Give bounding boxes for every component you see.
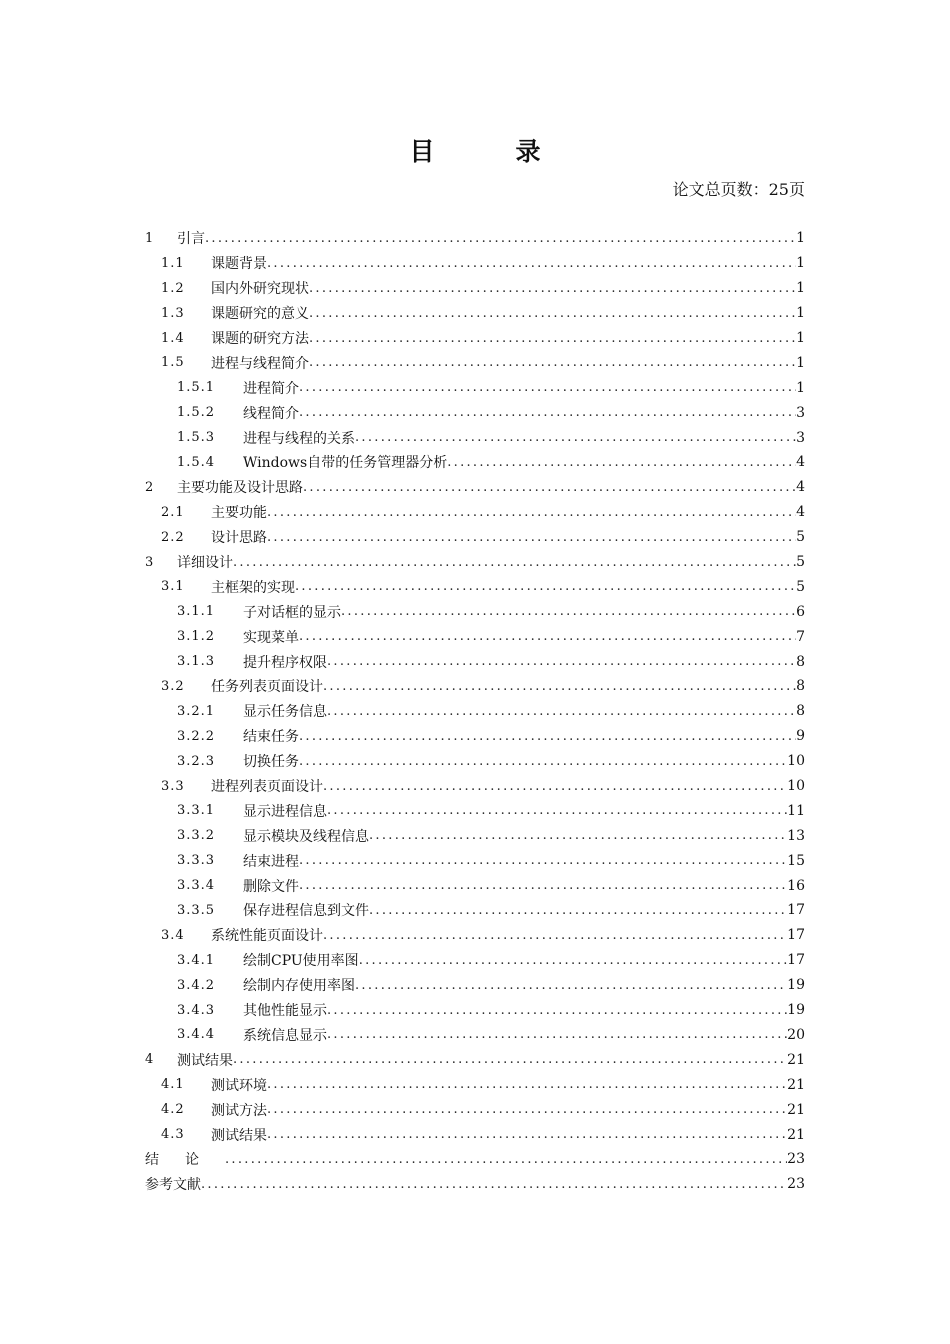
toc-entry-number: 3.4.3 [177, 1002, 216, 1018]
toc-entry[interactable] [145, 550, 805, 575]
toc-entry-label: 切换任务 [243, 754, 299, 771]
toc-entry-label: 参考文献 [145, 1177, 201, 1194]
toc-leader-dots [327, 1003, 787, 1018]
toc-leader-dots [327, 654, 796, 669]
toc-entry-number: 3.3 [161, 778, 185, 794]
toc-leader-dots [327, 803, 787, 818]
toc-leader-dots [233, 1052, 787, 1067]
toc-entry-page: 8 [796, 703, 805, 720]
toc-entry-label: 测试结果 [177, 1052, 233, 1069]
toc-entry[interactable] [145, 873, 805, 898]
toc-entry-page: 13 [787, 827, 805, 844]
toc-entry-label: 测试环境 [211, 1077, 267, 1094]
toc-entry-number: 3.4.4 [177, 1027, 216, 1043]
toc-entry-label: 子对话框的显示 [243, 604, 341, 621]
toc-entry-page: 19 [787, 1002, 805, 1019]
toc-leader-dots [323, 928, 787, 943]
toc-entry-page: 11 [787, 802, 805, 819]
toc-entry-number: 3.4 [161, 927, 185, 943]
toc-entry-page: 16 [787, 877, 805, 894]
toc-entry[interactable] [145, 624, 805, 649]
toc-entry-page: 5 [796, 554, 805, 571]
toc-entry-label: 进程与线程的关系 [243, 430, 355, 447]
toc-entry-page: 17 [787, 902, 805, 919]
toc-leader-dots [327, 704, 796, 719]
toc-entry[interactable] [145, 774, 805, 799]
toc-entry-page: 17 [787, 927, 805, 944]
toc-entry-label: 系统性能页面设计 [211, 928, 323, 945]
toc-entry-label: 系统信息显示 [243, 1027, 327, 1044]
toc-entry-number: 3.3.3 [177, 853, 216, 869]
toc-entry-number: 3.2.1 [177, 703, 216, 719]
toc-leader-dots [359, 953, 787, 968]
toc-entry-page: 1 [796, 230, 805, 247]
toc-entry-label: 显示任务信息 [243, 704, 327, 721]
toc-entry-number: 3.3.5 [177, 902, 216, 918]
toc-entry-page: 21 [787, 1051, 805, 1068]
toc-entry[interactable] [145, 500, 805, 525]
toc-entry-page: 3 [796, 429, 805, 446]
toc-leader-dots [323, 679, 796, 694]
toc-entry-number: 2 [145, 479, 155, 495]
toc-entry[interactable] [145, 326, 805, 351]
toc-entry-number: 1.5.3 [177, 430, 216, 446]
toc-entry[interactable] [145, 923, 805, 948]
toc-entry-page: 4 [796, 454, 805, 471]
toc-entry[interactable] [145, 251, 805, 276]
toc-entry-page: 21 [787, 1126, 805, 1143]
toc-entry-number: 3.4.2 [177, 977, 216, 993]
toc-entry[interactable] [145, 1047, 805, 1072]
toc-leader-dots [355, 978, 787, 993]
toc-entry-page: 17 [787, 952, 805, 969]
toc-entry-label: 课题研究的意义 [211, 306, 309, 323]
toc-leader-dots [267, 1077, 787, 1092]
toc-entry-label: 测试结果 [211, 1127, 267, 1144]
toc-leader-dots [369, 903, 787, 918]
toc-entry-page: 15 [787, 852, 805, 869]
toc-entry-label: 进程与线程简介 [211, 355, 309, 372]
total-page-count: 论文总页数：25页 [672, 180, 805, 199]
toc-entry-number: 1.5.1 [177, 380, 216, 396]
toc-entry[interactable] [145, 350, 805, 375]
toc-entry-number: 1.5 [161, 355, 185, 371]
toc-leader-dots [299, 380, 796, 395]
toc-leader-dots [323, 779, 787, 794]
toc-leader-dots [299, 405, 796, 420]
toc-leader-dots [447, 455, 796, 470]
toc-entry[interactable] [145, 574, 805, 599]
toc-leader-dots [299, 754, 787, 769]
toc-entry-page: 7 [796, 628, 805, 645]
toc-leader-dots [267, 530, 796, 545]
toc-entry[interactable] [145, 848, 805, 873]
toc-entry[interactable] [145, 525, 805, 550]
toc-leader-dots [309, 331, 796, 346]
toc-entry-label: 显示进程信息 [243, 803, 327, 820]
toc-leader-dots [369, 828, 787, 843]
toc-entry-page: 5 [796, 529, 805, 546]
toc-entry[interactable] [145, 276, 805, 301]
toc-entry[interactable] [145, 898, 805, 923]
toc-entry-label: 引言 [177, 231, 205, 248]
toc-leader-dots [299, 853, 787, 868]
toc-entry[interactable] [145, 1023, 805, 1048]
toc-entry[interactable] [145, 1122, 805, 1147]
toc-entry-label: 主要功能及设计思路 [177, 480, 303, 497]
toc-entry-number: 3.3.4 [177, 878, 216, 894]
toc-entry[interactable] [145, 724, 805, 749]
toc-entry-number: 1.1 [161, 255, 185, 271]
toc-entry-label: Windows自带的任务管理器分析 [243, 455, 448, 472]
toc-entry-label: 测试方法 [211, 1102, 267, 1119]
toc-entry-page: 21 [787, 1101, 805, 1118]
toc-entry-label: 显示模块及线程信息 [243, 828, 369, 845]
toc-entry[interactable] [145, 699, 805, 724]
toc-entry[interactable] [145, 475, 805, 500]
toc-entry-label: 其他性能显示 [243, 1003, 327, 1020]
toc-entry-page: 3 [796, 404, 805, 421]
toc-leader-dots [205, 231, 796, 246]
toc-entry-number: 1.2 [161, 280, 185, 296]
toc-entry[interactable] [145, 798, 805, 823]
toc-entry-number: 3.4.1 [177, 952, 216, 968]
toc-entry-label: 绘制内存使用率图 [243, 978, 355, 995]
toc-leader-dots [299, 878, 787, 893]
toc-entry[interactable] [145, 400, 805, 425]
toc-entry-number: 4 [145, 1052, 155, 1068]
toc-leader-dots [309, 355, 796, 370]
toc-entry-label: 进程简介 [243, 380, 299, 397]
toc-leader-dots [233, 555, 796, 570]
toc-entry[interactable] [145, 674, 805, 699]
toc-entry-number: 3.2 [161, 678, 185, 694]
toc-entry-label: 课题的研究方法 [211, 331, 309, 347]
toc-entry-label: 进程列表页面设计 [211, 779, 323, 796]
toc-entry[interactable] [145, 649, 805, 674]
toc-entry-page: 1 [796, 255, 805, 272]
toc-entry-number: 3.3.1 [177, 803, 216, 819]
toc-entry[interactable] [145, 450, 805, 475]
toc-entry[interactable] [145, 425, 805, 450]
toc-entry[interactable] [145, 749, 805, 774]
toc-entry-label: 删除文件 [243, 878, 299, 895]
toc-entry-page: 1 [796, 330, 805, 346]
toc-entry[interactable] [145, 1147, 805, 1172]
toc-entry-page: 1 [796, 354, 805, 371]
toc-leader-dots [341, 604, 796, 619]
toc-entry-label: 详细设计 [177, 555, 233, 572]
toc-entry-page: 10 [787, 753, 805, 770]
toc-entry-label: 课题背景 [211, 256, 267, 273]
toc-leader-dots [303, 480, 796, 495]
toc-entry-label: 线程简介 [243, 405, 299, 422]
toc-entry-number: 4.1 [161, 1077, 185, 1093]
toc-entry-label: 主框架的实现 [211, 579, 295, 596]
toc-leader-dots [267, 256, 796, 271]
toc-entry[interactable] [145, 998, 805, 1023]
toc-leader-dots [201, 1177, 787, 1192]
toc-entry-number: 3.2.3 [177, 753, 216, 769]
toc-entry-number: 1.5.2 [177, 405, 216, 421]
toc-entry-label: 结论 [145, 1152, 225, 1169]
toc-entry-number: 3.1.2 [177, 629, 216, 645]
toc-entry-label: 保存进程信息到文件 [243, 903, 369, 920]
toc-entry[interactable] [145, 948, 805, 973]
toc-leader-dots [299, 629, 796, 644]
toc-entry-label: 任务列表页面设计 [211, 679, 323, 696]
toc-entry-number: 3.1 [161, 579, 185, 595]
toc-entry[interactable] [145, 1072, 805, 1097]
toc-entry-page: 20 [787, 1026, 805, 1043]
toc-entry-label: 国内外研究现状 [211, 281, 309, 298]
toc-leader-dots [355, 430, 796, 445]
toc-entry-label: 设计思路 [211, 530, 267, 547]
toc-entry-page: 10 [787, 778, 805, 795]
toc-leader-dots [295, 579, 796, 594]
toc-entry-number: 1.4 [161, 330, 185, 346]
toc-entry[interactable] [145, 973, 805, 998]
toc-entry[interactable] [145, 1097, 805, 1122]
toc-entry-page: 1 [796, 379, 805, 396]
toc-leader-dots [267, 505, 796, 520]
toc-entry-page: 9 [796, 728, 805, 745]
toc-entry[interactable] [145, 823, 805, 848]
toc-entry-number: 4.3 [161, 1127, 185, 1142]
toc-entry-label: 提升程序权限 [243, 654, 327, 671]
toc-list [145, 226, 805, 1197]
toc-leader-dots [267, 1102, 787, 1117]
toc-entry-number: 2.2 [161, 529, 185, 545]
toc-entry-page: 21 [787, 1076, 805, 1093]
toc-entry-number: 1.3 [161, 305, 185, 321]
toc-entry-page: 1 [796, 280, 805, 297]
toc-entry[interactable] [145, 226, 805, 251]
toc-entry-label: 结束任务 [243, 729, 299, 746]
toc-entry[interactable] [145, 375, 805, 400]
toc-entry-number: 1 [145, 230, 155, 246]
toc-entry-page: 5 [796, 578, 805, 595]
toc-entry-label: 结束进程 [243, 853, 299, 870]
toc-leader-dots [225, 1152, 787, 1167]
toc-entry-page: 1 [796, 305, 805, 322]
toc-entry-page: 6 [796, 603, 805, 620]
toc-entry-number: 3 [145, 554, 155, 570]
toc-entry-page: 8 [796, 653, 805, 670]
toc-leader-dots [309, 306, 796, 321]
toc-entry-number: 3.2.2 [177, 728, 216, 744]
toc-entry-number: 3.3.2 [177, 828, 216, 844]
toc-entry[interactable] [145, 599, 805, 624]
page-title: 目 录 [409, 137, 569, 166]
toc-entry-page: 4 [796, 504, 805, 521]
toc-leader-dots [267, 1127, 787, 1142]
toc-entry[interactable] [145, 1172, 805, 1197]
toc-entry-label: 实现菜单 [243, 629, 299, 646]
toc-entry[interactable] [145, 301, 805, 326]
toc-entry-page: 8 [796, 678, 805, 695]
toc-entry-label: 绘制CPU使用率图 [243, 953, 359, 970]
toc-entry-number: 2.1 [161, 504, 185, 520]
toc-entry-number: 3.1.3 [177, 654, 216, 670]
toc-leader-dots [309, 281, 796, 296]
toc-entry-page: 23 [787, 1176, 805, 1193]
toc-entry-page: 23 [787, 1151, 805, 1168]
toc-leader-dots [327, 1027, 787, 1042]
toc-leader-dots [299, 729, 796, 744]
toc-entry-number: 1.5.4 [177, 454, 216, 470]
toc-entry-number: 3.1.1 [177, 604, 216, 620]
toc-entry-label: 主要功能 [211, 505, 267, 522]
toc-entry-number: 4.2 [161, 1102, 185, 1118]
toc-entry-page: 19 [787, 977, 805, 994]
toc-entry-page: 4 [796, 479, 805, 496]
